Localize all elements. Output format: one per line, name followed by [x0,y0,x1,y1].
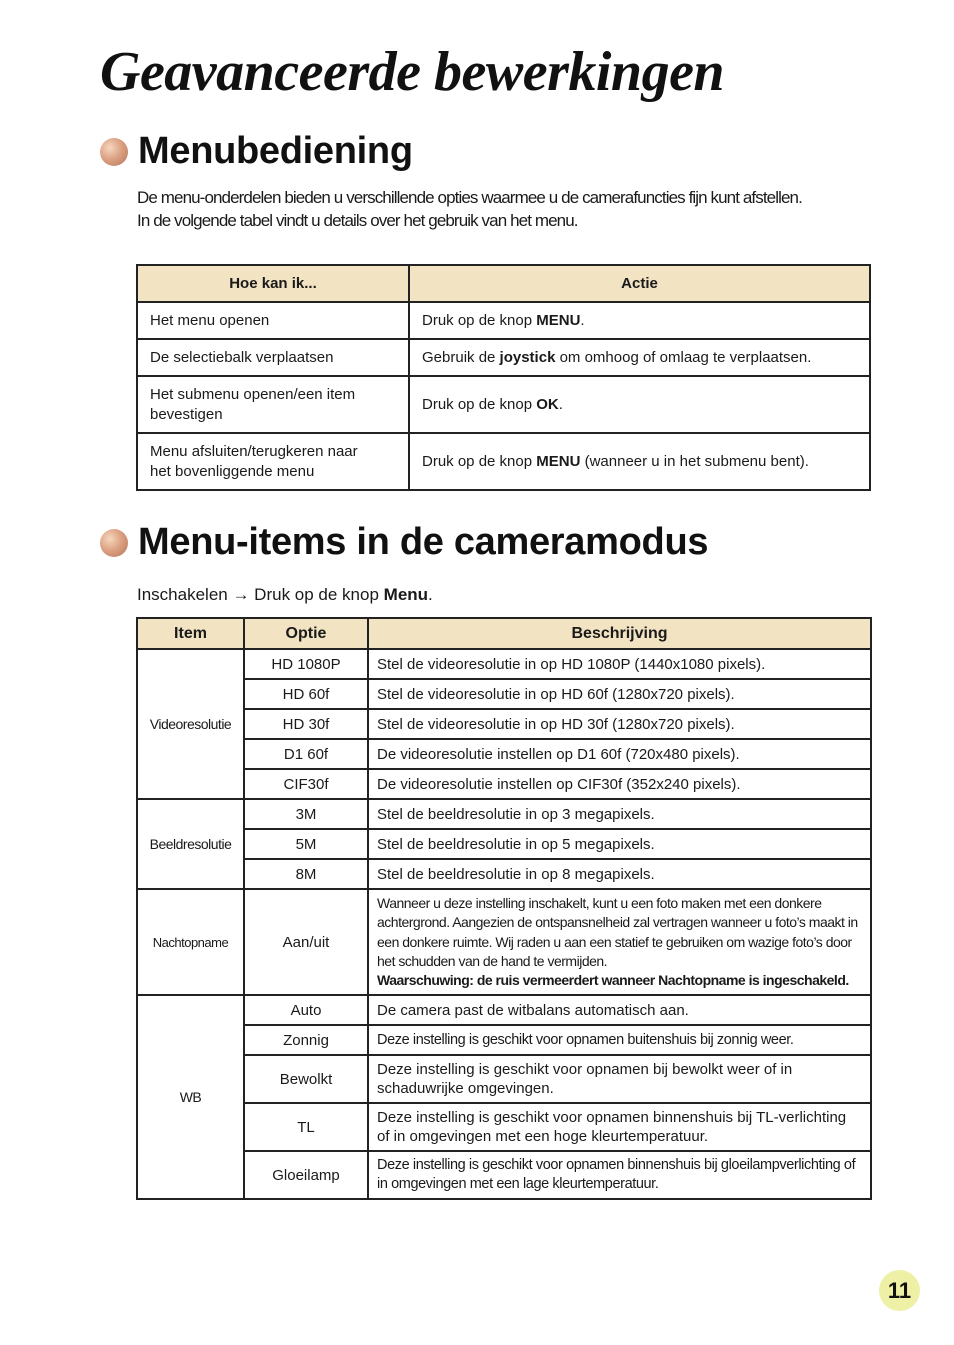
description-cell: Stel de beeldresolutie in op 5 megapixels. [368,829,871,859]
option-cell: D1 60f [244,739,368,769]
column-header: Item [137,618,244,649]
item-cell: Beeldresolutie [137,799,244,889]
description-cell: De videoresolutie instellen op D1 60f (720x480 pixels). [368,739,871,769]
table-row [137,859,871,889]
action-cell: Druk op de knop MENU (wanneer u in het submenu bent). [409,433,870,490]
description-cell: Stel de videoresolutie in op HD 60f (1280x720 pixels). [368,679,871,709]
enable-instruction: Inschakelen → Druk op de knop Menu. [137,585,433,604]
intro-line: De menu-onderdelen bieden u verschillende opties waarmee u de camerafuncties fijn kunt afstellen. [137,188,802,207]
description-cell: Stel de videoresolutie in op HD 1080P (1440x1080 pixels). [368,649,871,679]
option-cell: HD 1080P [244,649,368,679]
section-heading-menubediening [100,130,413,173]
section-title: Menubediening [138,130,413,172]
how-cell: Het submenu openen/een item bevestigen [137,376,409,433]
bullet-circle-icon [100,529,128,557]
option-cell: Auto [244,995,368,1025]
description-cell: Deze instelling is geschikt voor opnamen bij bewolkt weer of in schaduwrijke omgevingen. [368,1055,871,1103]
item-cell: WB [137,995,244,1199]
description-cell: Deze instelling is geschikt voor opnamen binnenshuis bij gloeilampverlichting of in omgevingen met een lage kleurtemperatuur. [368,1151,871,1199]
table-row [137,799,871,829]
table-header-row [137,618,871,649]
table-row [137,1103,871,1151]
table-row [137,889,871,995]
option-cell: HD 30f [244,709,368,739]
option-cell: CIF30f [244,769,368,799]
description-cell: De videoresolutie instellen op CIF30f (352x240 pixels). [368,769,871,799]
option-cell: HD 60f [244,679,368,709]
description-cell: Deze instelling is geschikt voor opnamen binnenshuis bij TL-verlichting of in omgevingen met een hoge kleurtemperatuur. [368,1103,871,1151]
column-header: Optie [244,618,368,649]
option-cell: Gloeilamp [244,1151,368,1199]
intro-line: In de volgende tabel vindt u details over het gebruik van het menu. [137,211,578,230]
how-cell: Menu afsluiten/terugkeren naar het bovenliggende menu [137,433,409,490]
action-cell: Gebruik de joystick om omhoog of omlaag te verplaatsen. [409,339,870,376]
table-row [137,739,871,769]
description-cell [368,889,871,995]
table-header-row [137,265,870,302]
table-row [137,1055,871,1103]
table-row [137,649,871,679]
item-cell: Nachtopname [137,889,244,995]
table-row [137,679,871,709]
action-cell: Druk op de knop OK. [409,376,870,433]
table-row [137,1025,871,1055]
option-cell: 8M [244,859,368,889]
option-cell: Zonnig [244,1025,368,1055]
description-cell: Stel de videoresolutie in op HD 30f (1280x720 pixels). [368,709,871,739]
item-cell: Videoresolutie [137,649,244,799]
page-title: Geavanceerde bewerkingen [100,41,725,103]
column-header: Beschrijving [368,618,871,649]
column-header: Hoe kan ik... [137,265,409,302]
table-row [137,433,870,490]
option-cell: Bewolkt [244,1055,368,1103]
section-title: Menu-items in de cameramodus [138,521,709,563]
table-row [137,829,871,859]
menu-operation-table [136,264,871,491]
table-row [137,995,871,1025]
option-cell: TL [244,1103,368,1151]
description-text: Wanneer u deze instelling inschakelt, kunt u een foto maken met een donkere achtergrond. Aangezien de ontspansnelheid zal vertragen wanneer u foto’s maakt in een donkere ruimte. Wij raden u aan een statief te gebruiken om wazige foto’s door het schudden van de hand te vermijden. [377,895,858,969]
option-cell: 3M [244,799,368,829]
how-cell: De selectiebalk verplaatsen [137,339,409,376]
action-cell: Druk op de knop MENU. [409,302,870,339]
table-row [137,769,871,799]
how-cell: Het menu openen [137,302,409,339]
table-row [137,1151,871,1199]
intro-paragraph [137,186,877,232]
camera-mode-items-table [136,617,872,1200]
option-cell: 5M [244,829,368,859]
description-cell: Stel de beeldresolutie in op 8 megapixels. [368,859,871,889]
page-number-badge: 11 [879,1270,920,1311]
section-heading-menu-items [100,521,708,564]
description-cell: Stel de beeldresolutie in op 3 megapixels. [368,799,871,829]
table-row [137,339,870,376]
warning-text: Waarschuwing: de ruis vermeerdert wanneer Nachtopname is ingeschakeld. [377,972,849,989]
table-row [137,709,871,739]
table-row [137,302,870,339]
description-cell: Deze instelling is geschikt voor opnamen buitenshuis bij zonnig weer. [368,1025,871,1055]
description-cell: De camera past de witbalans automatisch aan. [368,995,871,1025]
bullet-circle-icon [100,138,128,166]
table-row [137,376,870,433]
column-header: Actie [409,265,870,302]
option-cell: Aan/uit [244,889,368,995]
